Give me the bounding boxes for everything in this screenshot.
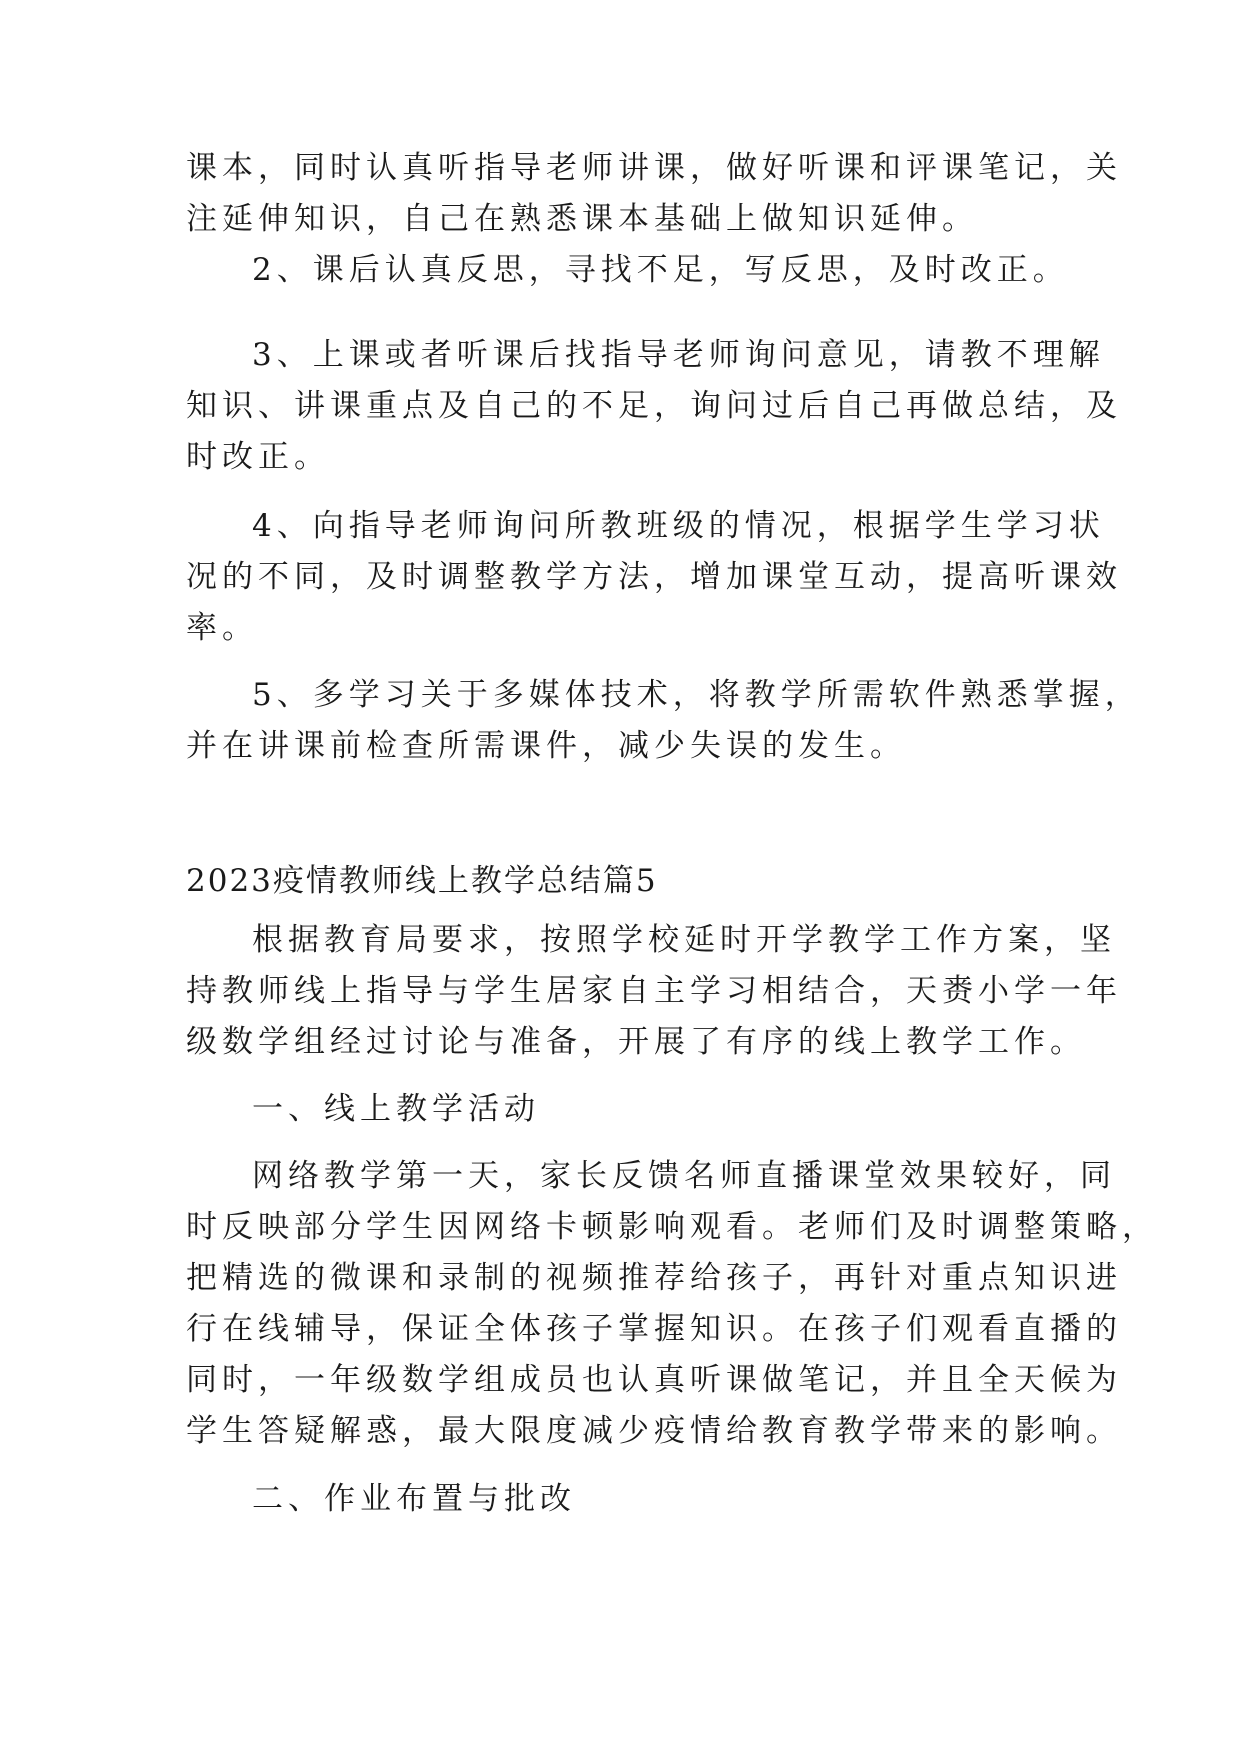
text-line: 3、上课或者听课后找指导老师询问意见，请教不理解 xyxy=(252,337,1105,373)
text-line: 时反映部分学生因网络卡顿影响观看。老师们及时调整策略， xyxy=(186,1209,1158,1245)
text-line: 时改正。 xyxy=(186,439,330,475)
text-line: 级数学组经过讨论与准备，开展了有序的线上教学工作。 xyxy=(186,1024,1086,1060)
text-line: 学生答疑解惑，最大限度减少疫情给教育教学带来的影响。 xyxy=(186,1413,1122,1449)
text-line: 注延伸知识，自己在熟悉课本基础上做知识延伸。 xyxy=(186,201,978,237)
text-line: 同时，一年级数学组成员也认真听课做笔记，并且全天候为 xyxy=(186,1362,1122,1398)
section-heading: 2023疫情教师线上教学总结篇5 xyxy=(186,863,658,899)
subsection-heading: 二、作业布置与批改 xyxy=(252,1481,576,1517)
text-line: 2、课后认真反思，寻找不足，写反思，及时改正。 xyxy=(252,252,1069,288)
text-line: 行在线辅导，保证全体孩子掌握知识。在孩子们观看直播的 xyxy=(186,1311,1122,1347)
text-line: 网络教学第一天，家长反馈名师直播课堂效果较好，同 xyxy=(252,1158,1116,1194)
text-line: 况的不同，及时调整教学方法，增加课堂互动，提高听课效 xyxy=(186,559,1122,595)
text-line: 并在讲课前检查所需课件，减少失误的发生。 xyxy=(186,728,906,764)
text-line: 把精选的微课和录制的视频推荐给孩子，再针对重点知识进 xyxy=(186,1260,1122,1296)
subsection-heading: 一、线上教学活动 xyxy=(252,1091,540,1127)
text-line: 根据教育局要求，按照学校延时开学教学工作方案，坚 xyxy=(252,922,1116,958)
text-line: 5、多学习关于多媒体技术，将教学所需软件熟悉掌握， xyxy=(252,677,1141,713)
text-line: 课本，同时认真听指导老师讲课，做好听课和评课笔记，关 xyxy=(186,150,1122,186)
text-line: 知识、讲课重点及自己的不足，询问过后自己再做总结，及 xyxy=(186,388,1122,424)
text-line: 率。 xyxy=(186,610,258,646)
text-line: 持教师线上指导与学生居家自主学习相结合，天赉小学一年 xyxy=(186,973,1122,1009)
text-line: 4、向指导老师询问所教班级的情况，根据学生学习状 xyxy=(252,508,1105,544)
